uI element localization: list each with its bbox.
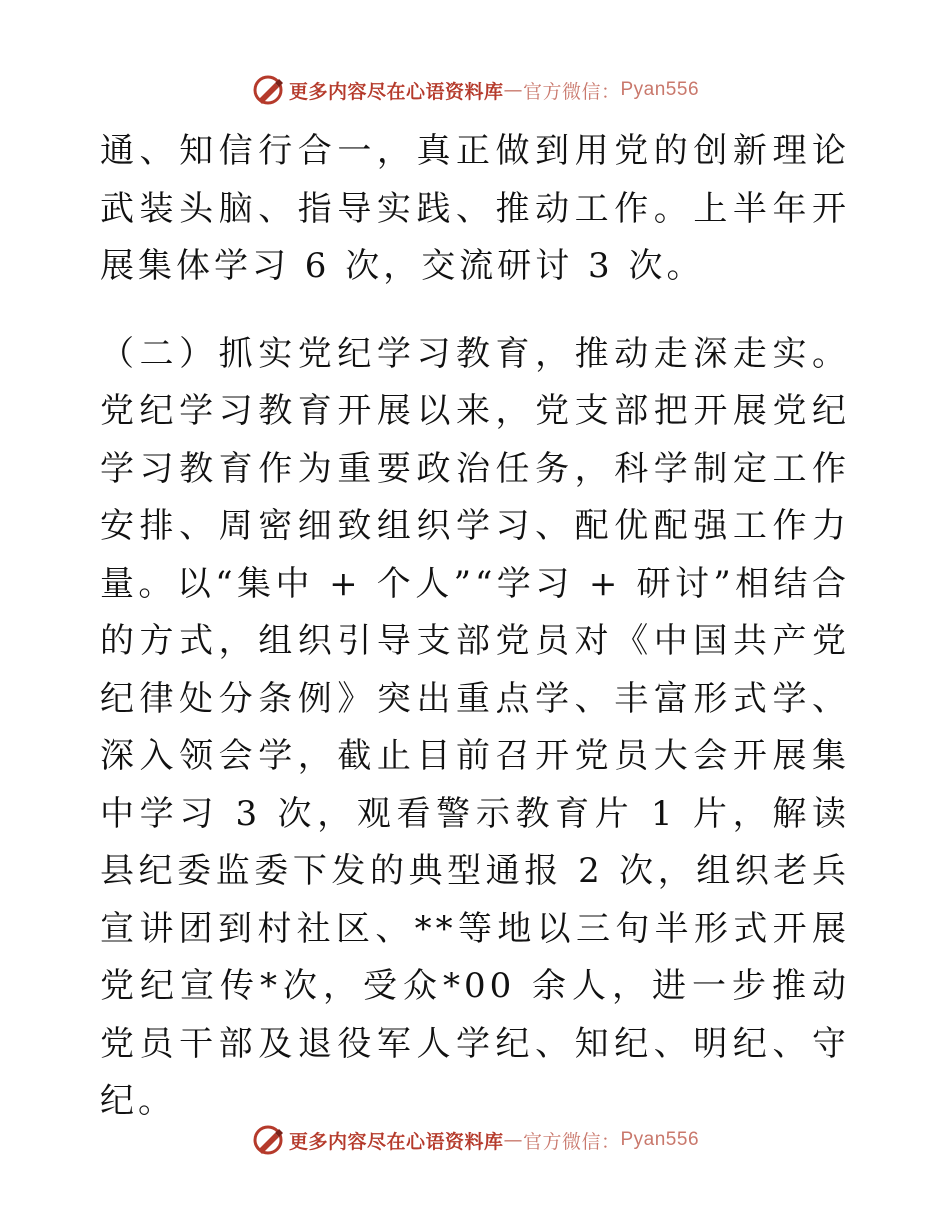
banner-main-text: 更多内容尽在心语资料库: [288, 80, 504, 103]
pen-logo-icon: [251, 73, 285, 107]
banner-official-label: 官方微信：: [522, 1130, 621, 1153]
document-body: [100, 123, 850, 1131]
paragraph-1: 通、知信行合一，真正做到用党的创新理论武装头脑、指导实践、推动工作。上半年开展集体学习 6 次，交流研讨 3 次。: [100, 131, 850, 286]
banner-main-text: 更多内容尽在心语资料库: [288, 1130, 504, 1153]
footer-watermark-banner: [0, 1120, 950, 1160]
paragraph-2: （二）抓实党纪学习教育，推动走深走实。党纪学习教育开展以来，党支部把开展党纪学习教育作为重要政治任务，科学制定工作安排、周密细致组织学习、配优配强工作力量。以“集中 + 个人”“学习 + 研讨”相结合的方式，组织引导支部党员对《中国共产党纪律处分条例》突出重点学、丰富形式学、深入领会学，截止目前召开党员大会开展集中学习 3 次，观看警示教育片 1 片，解读县纪委监委下发的典型通报 2 次，组织老兵宣讲团到村社区、**等地以三句半形式开展党纪宣传*次，受众*00 余人，进一步推动党员干部及退役军人学纪、知纪、明纪、守纪。: [100, 333, 850, 1121]
header-watermark-banner: [0, 70, 950, 110]
banner-handle: Pyan556: [620, 79, 700, 100]
banner-dash: —: [503, 79, 523, 101]
banner-handle: Pyan556: [620, 1129, 700, 1150]
pen-logo-icon: [251, 1123, 285, 1157]
banner-dash: —: [503, 1129, 523, 1151]
banner-official-label: 官方微信：: [522, 80, 621, 103]
